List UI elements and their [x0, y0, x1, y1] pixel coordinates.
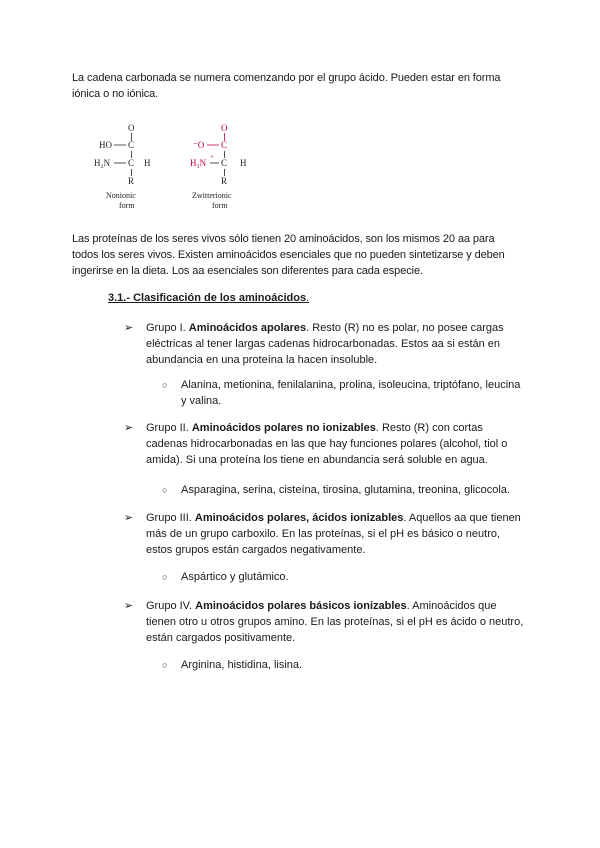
zwitterionic-ominus: ⁻O [193, 140, 205, 150]
section-heading-dot: . [306, 292, 310, 304]
arrow-bullet-icon: ➢ [124, 322, 134, 334]
group-4-title: Aminoácidos polares básicos ionizables [195, 600, 407, 612]
para2-line-2: todos los seres vivos. Existen aminoácidos esenciales que no pueden sintetizarse y deben [72, 249, 505, 261]
group-4-examples-line-1: Arginina, histidina, lisina. [181, 659, 303, 671]
circle-bullet-icon: ○ [162, 660, 168, 670]
group-2-line-1: . Resto (R) con cortas [375, 422, 483, 434]
group-1-line-3: abundancia en una proteína la hacen insoluble. [146, 354, 378, 366]
group-3-line-3: estos grupos están cargados negativamente. [146, 544, 366, 556]
arrow-bullet-icon: ➢ [124, 600, 134, 612]
group-1-title: Aminoácidos apolares [188, 322, 307, 334]
amino-acid-structure-figure [86, 120, 266, 215]
group-3-prefix: Grupo III. [146, 512, 195, 524]
structure-diagram [86, 120, 266, 215]
nonionic-caption-1: Nonionic [106, 191, 136, 200]
zwitterionic-o: O [221, 123, 228, 133]
group-4-line-2: tienen otro u otros grupos amino. En las proteínas, si el pH es ácido o neutro, [146, 616, 524, 628]
zwitterionic-c1: C [221, 140, 228, 150]
group-1-line-1: . Resto (R) no es polar, no posee cargas [306, 322, 504, 334]
zwitterionic-caption-2: form [212, 201, 228, 210]
nonionic-h2n: H₂N [94, 158, 111, 168]
nonionic-structure [94, 123, 151, 210]
intro-line-1: La cadena carbonada se numera comenzando por el grupo ácido. Pueden estar en forma [72, 72, 501, 84]
group-4-line-3: están cargados positivamente. [146, 632, 296, 644]
group-1-examples-line-1: Alanina, metionina, fenilalanina, prolina, isoleucina, triptófano, leucina [181, 379, 521, 391]
nonionic-c1: C [128, 140, 135, 150]
zwitterionic-plus: + [210, 153, 214, 161]
circle-bullet-icon: ○ [162, 572, 168, 582]
group-3-line-2: más de un grupo carboxilo. En las proteínas, si el pH es básico o neutro, [146, 528, 501, 540]
nonionic-h: H [144, 158, 151, 168]
group-1-examples-line-2: y valina. [181, 395, 222, 407]
para2-line-3: ingerirse en la dieta. Los aa esenciales son diferentes para cada especie. [72, 265, 423, 277]
zwitterionic-structure [190, 123, 247, 210]
arrow-bullet-icon: ➢ [124, 512, 134, 524]
group-1-prefix: Grupo I. [146, 322, 189, 334]
para2-line-1: Las proteínas de los seres vivos sólo tienen 20 aminoácidos, son los mismos 20 aa para [72, 233, 495, 245]
nonionic-c2: C [128, 158, 135, 168]
group-2-examples-line-1: Asparagina, serina, cisteína, tirosina, glutamina, treonina, glicocola. [181, 484, 510, 496]
group-2-title: Aminoácidos polares no ionizables [191, 422, 376, 434]
group-2-line-2: cadenas hidrocarbonadas en las que hay funciones polares (alcohol, tiol o [146, 438, 508, 450]
circle-bullet-icon: ○ [162, 485, 168, 495]
zwitterionic-h3n: H₃N [190, 158, 207, 168]
nonionic-caption-2: form [119, 201, 135, 210]
group-4-line-1: . Aminoácidos que [406, 600, 497, 612]
nonionic-r: R [128, 176, 135, 186]
essential-aa-paragraph [72, 231, 532, 279]
nonionic-ho: HO [99, 140, 112, 150]
group-3-title: Aminoácidos polares, ácidos ionizables [194, 512, 404, 524]
intro-paragraph [72, 70, 532, 102]
circle-bullet-icon: ○ [162, 380, 168, 390]
section-heading-text: 3.1.- Clasificación de los aminoácidos [108, 292, 307, 304]
nonionic-o: O [128, 123, 135, 133]
group-2-prefix: Grupo II. [146, 422, 192, 434]
zwitterionic-caption-1: Zwitterionic [192, 191, 232, 200]
group-3-line-1: . Aquellos aa que tienen [403, 512, 521, 524]
group-3-examples-line-1: Aspártico y glutámico. [181, 571, 289, 583]
zwitterionic-r: R [221, 176, 228, 186]
intro-line-2: iónica o no iónica. [72, 88, 159, 100]
group-1-line-2: eléctricas al tener largas cadenas hidrocarbonadas. Estos aa si están en [146, 338, 501, 350]
group-4-prefix: Grupo IV. [146, 600, 196, 612]
section-heading [108, 292, 309, 304]
arrow-bullet-icon: ➢ [124, 422, 134, 434]
zwitterionic-c2: C [221, 158, 228, 168]
group-2-line-3: amida). Si una proteína los tiene en abundancia será soluble en agua. [146, 454, 488, 466]
zwitterionic-h: H [240, 158, 247, 168]
